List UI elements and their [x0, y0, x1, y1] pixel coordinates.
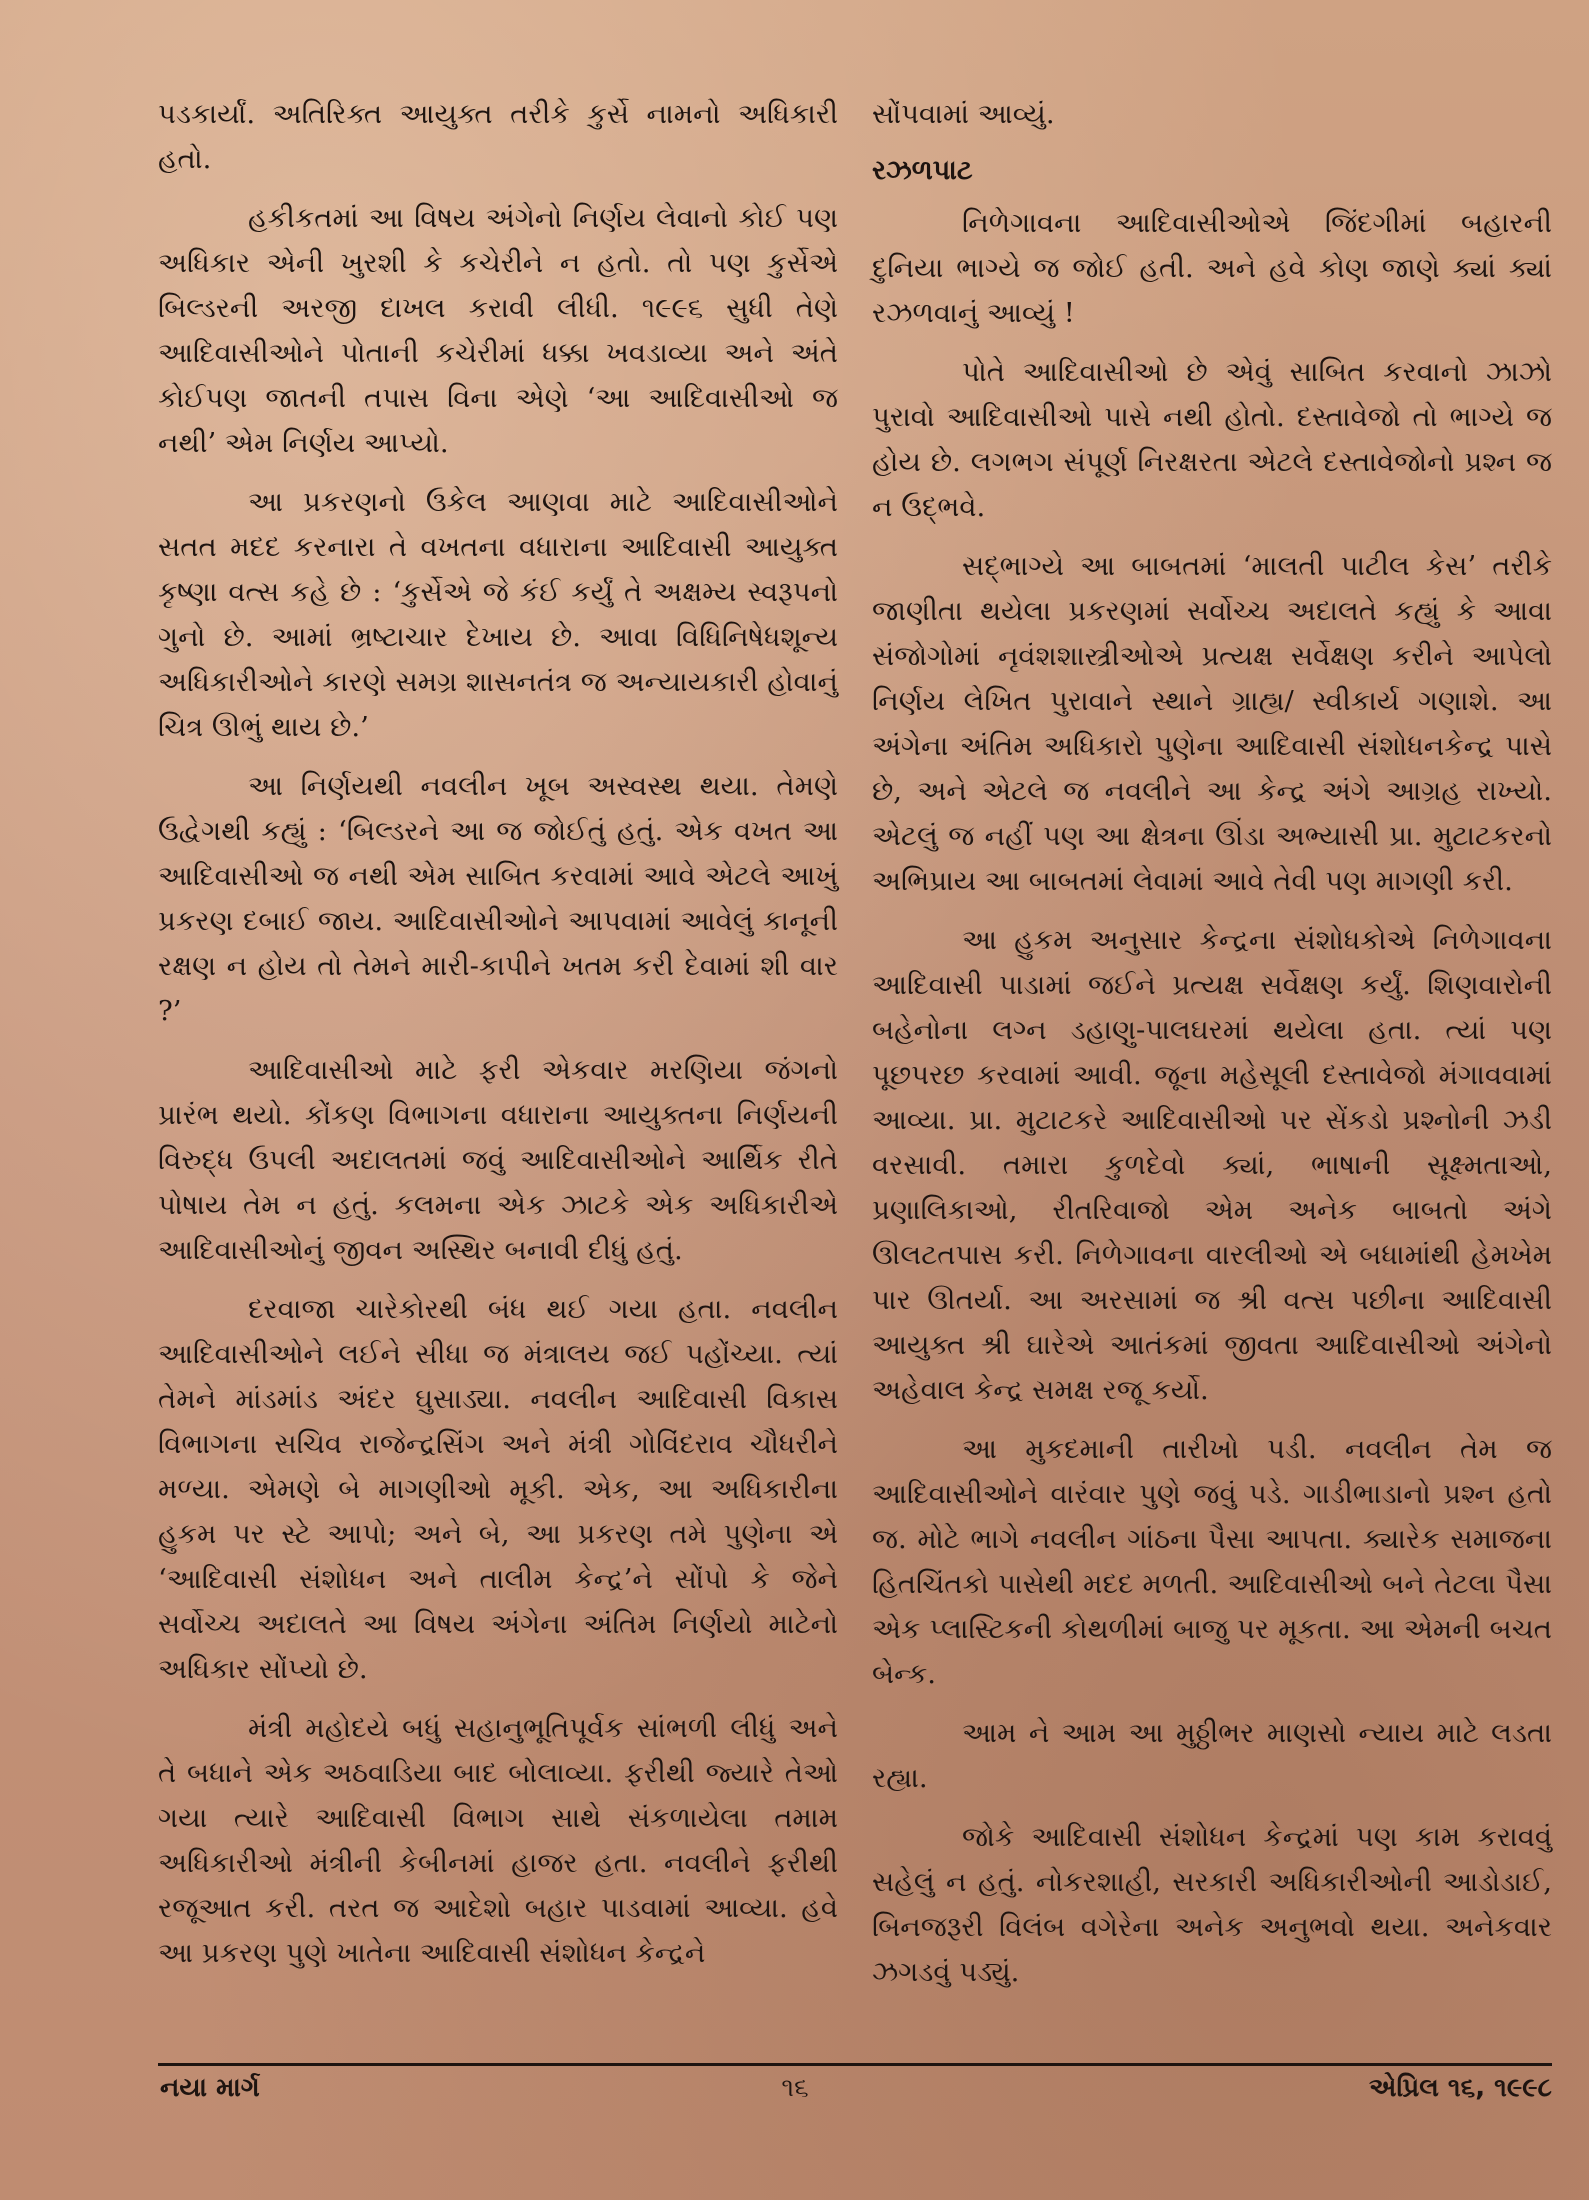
paragraph: મંત્રી મહોદયે બધું સહાનુભૂતિપૂર્વક સાંભળી લીધું અને તે બધાને એક અઠવાડિયા બાદ બોલાવ્યા. ફરીથી જ્યારે તેઓ ગયા ત્યારે આદિવાસી વિભાગ સાથે સંકળાયેલા તમામ અધિકારીઓ મંત્રીની કેબીનમાં હાજર હતા. નવલીને ફરીથી રજૂઆત કરી. તરત જ આદેશો બહાર પાડવામાં આવ્યા. હવે આ પ્રકરણ પુણે ખાતેના આદિવાસી સંશોધન કેન્દ્રને: [158, 1712, 838, 1969]
paragraph: પડકાર્યાં. અતિરિક્ત આયુક્ત તરીકે કુર્સે નામનો અધિકારી હતો.: [158, 98, 838, 175]
right-column: [872, 92, 1552, 2009]
paragraph: હકીકતમાં આ વિષય અંગેનો નિર્ણય લેવાનો કોઈ પણ અધિકાર એની ખુરશી કે કચેરીને ન હતો. તો પણ કુર્સેએ બિલ્ડરની અરજી દાખલ કરાવી લીધી. ૧૯૯૬ સુધી તેણે આદિવાસીઓને પોતાની કચેરીમાં ધક્કા ખવડાવ્યા અને અંતે કોઈપણ જાતની તપાસ વિના એણે ‘આ આદિવાસીઓ જ નથી’ એમ નિર્ણય આપ્યો.: [158, 202, 838, 459]
page-number: ૧૬: [781, 2073, 809, 2103]
paragraph: આમ ને આમ આ મુઠ્ઠીભર માણસો ન્યાય માટે લડતા રહ્યા.: [872, 1717, 1552, 1794]
publication-name: નયા માર્ગ: [160, 2073, 260, 2103]
paragraph: સદ્ભાગ્યે આ બાબતમાં ‘માલતી પાટીલ કેસ’ તરીકે જાણીતા થયેલા પ્રકરણમાં સર્વોચ્ચ અદાલતે કહ્યું કે આવા સંજોગોમાં નૃવંશશાસ્ત્રીઓએ પ્રત્યક્ષ સર્વેક્ષણ કરીને આપેલો નિર્ણય લેખિત પુરાવાને સ્થાને ગ્રાહ્ય/ સ્વીકાર્ય ગણાશે. આ અંગેના અંતિમ અધિકારો પુણેના આદિવાસી સંશોધનકેન્દ્ર પાસે છે, અને એટલે જ નવલીને આ કેન્દ્ર અંગે આગ્રહ રાખ્યો. એટલું જ નહીં પણ આ ક્ષેત્રના ઊંડા અભ્યાસી પ્રા. મુટાટકરનો અભિપ્રાય આ બાબતમાં લેવામાં આવે તેવી પણ માગણી કરી.: [872, 550, 1552, 897]
paragraph: આદિવાસીઓ માટે ફરી એકવાર મરણિયા જંગનો પ્રારંભ થયો. કોંકણ વિભાગના વધારાના આયુક્તના નિર્ણયની વિરુદ્ધ ઉપલી અદાલતમાં જવું આદિવાસીઓને આર્થિક રીતે પોષાય તેમ ન હતું. કલમના એક ઝાટકે એક અધિકારીએ આદિવાસીઓનું જીવન અસ્થિર બનાવી દીધું હતું.: [158, 1054, 838, 1266]
paragraph: આ મુકદમાની તારીખો પડી. નવલીન તેમ જ આદિવાસીઓને વારંવાર પુણે જવું પડે. ગાડીભાડાનો પ્રશ્ન હતો જ. મોટે ભાગે નવલીન ગાંઠના પૈસા આપતા. ક્યારેક સમાજના હિતચિંતકો પાસેથી મદદ મળતી. આદિવાસીઓ બને તેટલા પૈસા એક પ્લાસ્ટિકની કોથળીમાં બાજુ પર મૂકતા. આ એમની બચત બેન્ક.: [872, 1433, 1552, 1690]
paragraph: દરવાજા ચારેકોરથી બંધ થઈ ગયા હતા. નવલીન આદિવાસીઓને લઈને સીધા જ મંત્રાલય જઈ પહોંચ્યા. ત્યાં તેમને માંડમાંડ અંદર ઘુસાડ્યા. નવલીન આદિવાસી વિકાસ વિભાગના સચિવ રાજેન્દ્રસિંગ અને મંત્રી ગોવિંદરાવ ચૌધરીને મળ્યા. એમણે બે માગણીઓ મૂકી. એક, આ અધિકારીના હુકમ પર સ્ટે આપો; અને બે, આ પ્રકરણ તમે પુણેના એ ‘આદિવાસી સંશોધન અને તાલીમ કેન્દ્ર’ને સોંપો કે જેને સર્વોચ્ચ અદાલતે આ વિષય અંગેના અંતિમ નિર્ણયો માટેનો અધિકાર સોંપ્યો છે.: [158, 1293, 838, 1685]
paragraph: આ નિર્ણયથી નવલીન ખૂબ અસ્વસ્થ થયા. તેમણે ઉદ્વેગથી કહ્યું : ‘બિલ્ડરને આ જ જોઈતું હતું. એક વખત આ આદિવાસીઓ જ નથી એમ સાબિત કરવામાં આવે એટલે આખું પ્રકરણ દબાઈ જાય. આદિવાસીઓને આપવામાં આવેલું કાનૂની રક્ષણ ન હોય તો તેમને મારી-કાપીને ખતમ કરી દેવામાં શી વાર ?’: [158, 770, 838, 1027]
paragraph: જોકે આદિવાસી સંશોધન કેન્દ્રમાં પણ કામ કરાવવું સહેલું ન હતું. નોકરશાહી, સરકારી અધિકારીઓની આડોડાઈ, બિનજરૂરી વિલંબ વગેરેના અનેક અનુભવો થયા. અનેકવાર ઝગડવું પડ્યું.: [872, 1821, 1552, 1988]
paragraph: આ પ્રકરણનો ઉકેલ આણવા માટે આદિવાસીઓને સતત મદદ કરનારા તે વખતના વધારાના આદિવાસી આયુક્ત કૃષ્ણા વત્સ કહે છે : ‘કુર્સેએ જે કંઈ કર્યું તે અક્ષમ્ય સ્વરૂપનો ગુનો છે. આમાં ભ્રષ્ટાચાર દેખાય છે. આવા વિધિનિષેધશૂન્ય અધિકારીઓને કારણે સમગ્ર શાસનતંત્ર જ અન્યાયકારી હોવાનું ચિત્ર ઊભું થાય છે.’: [158, 486, 838, 743]
paragraph: આ હુકમ અનુસાર કેન્દ્રના સંશોધકોએ નિળેગાવના આદિવાસી પાડામાં જઈને પ્રત્યક્ષ સર્વેક્ષણ કર્યું. શિણવારોની બહેનોના લગ્ન ડહાણુ-પાલઘરમાં થયેલા હતા. ત્યાં પણ પૂછપરછ કરવામાં આવી. જૂના મહેસૂલી દસ્તાવેજો મંગાવવામાં આવ્યા. પ્રા. મુટાટકરે આદિવાસીઓ પર સેંકડો પ્રશ્નોની ઝડી વરસાવી. તમારા કુળદેવો ક્યાં, ભાષાની સૂક્ષ્મતાઓ, પ્રણાલિકાઓ, રીતરિવાજો એમ અનેક બાબતો અંગે ઊલટતપાસ કરી. નિળેગાવના વારલીઓ એ બધામાંથી હેમખેમ પાર ઊતર્યા. આ અરસામાં જ શ્રી વત્સ પછીના આદિવાસી આયુક્ત શ્રી ઘારેએ આતંકમાં જીવતા આદિવાસીઓ અંગેનો અહેવાલ કેન્દ્ર સમક્ષ રજૂ કર્યો.: [872, 924, 1552, 1406]
left-column: [158, 92, 838, 1990]
paragraph: નિળેગાવના આદિવાસીઓએ જિંદગીમાં બહારની દુનિયા ભાગ્યે જ જોઈ હતી. અને હવે કોણ જાણે ક્યાં ક્યાં રઝળવાનું આવ્યું !: [872, 207, 1552, 329]
issue-date: એપ્રિલ ૧૬, ૧૯૯૮: [1369, 2073, 1552, 2103]
footer-divider: [158, 2063, 1552, 2066]
paragraph-continuation: સોંપવામાં આવ્યું.: [872, 98, 1055, 130]
section-heading: રઝળપાટ: [872, 155, 973, 186]
paragraph: પોતે આદિવાસીઓ છે એવું સાબિત કરવાનો ઝાઝો પુરાવો આદિવાસીઓ પાસે નથી હોતો. દસ્તાવેજો તો ભાગ્યે જ હોય છે. લગભગ સંપૂર્ણ નિરક્ષરતા એટલે દસ્તાવેજોનો પ્રશ્ન જ ન ઉદ્ભવે.: [872, 356, 1552, 523]
